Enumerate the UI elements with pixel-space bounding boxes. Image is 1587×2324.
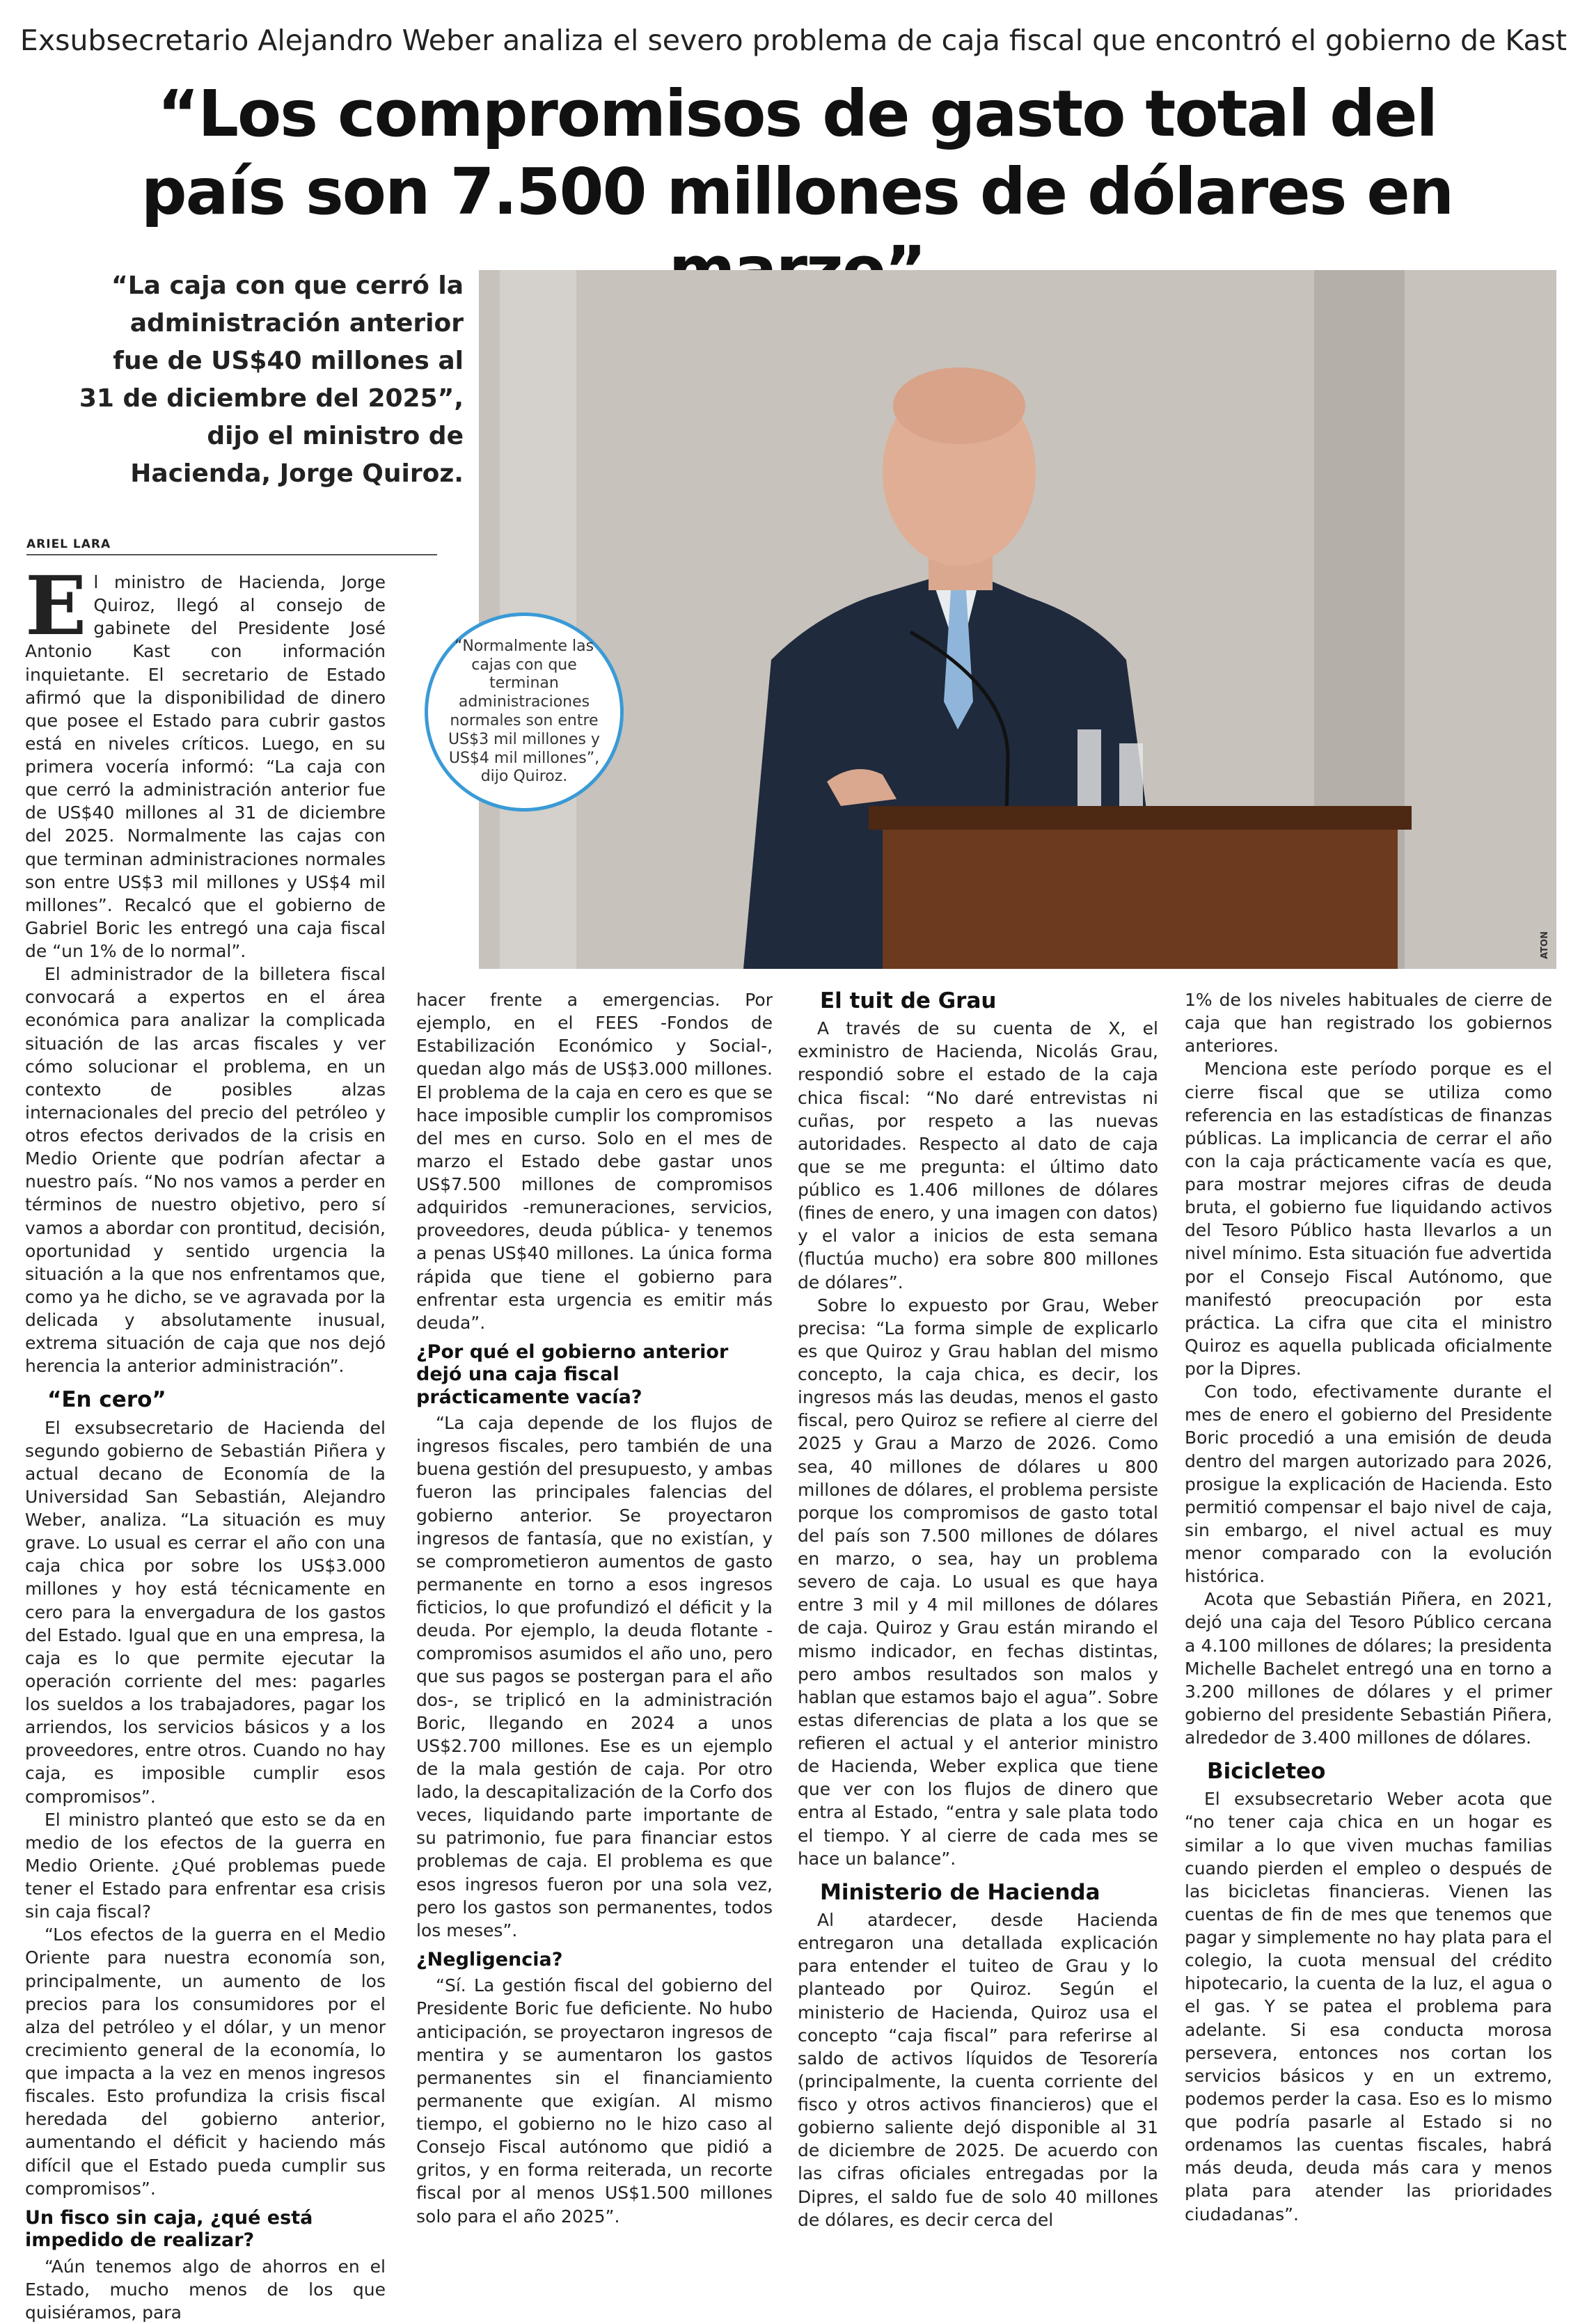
subheading-ministerio-hacienda: Ministerio de Hacienda — [820, 1879, 1100, 1905]
paragraph: hacer frente a emergencias. Por ejemplo, en el FEES -Fondos de Estabilización Económico y Social-, quedan algo más de US$3.000 millones. El problema de la caja en cero es que se hace imposible cumplir los compromisos del mes en curso. Solo en el mes de marzo el Estado debe gastar unos US$7.500 millones de compromisos adquiridos -remuneraciones, servicios, proveedores, deuda pública- y tenemos a penas US$40 millones. La única forma rápida que tiene el gobierno para enfrentar esta urgencia es emitir más deuda”. — [416, 990, 773, 1333]
paragraph: “La caja depende de los flujos de ingresos fiscales, pero también de una buena gestión del presupuesto, y ambas fueron las principales falencias del gobierno anterior. Se proyectaron ingresos de fantasía, que no existían, y se comprometieron aumentos de gasto permanente en torno a esos ingresos ficticios, lo que profundizó el déficit y la deuda. Por ejemplo, la deuda flotante -compromisos asumidos el año uno, pero que sus pagos se postergan para el año dos-, se triplicó en la administración Boric, llegando en 2024 a unos US$2.700 millones. Ese es un ejemplo de la mala gestión de caja. Por otro lado, la descapitalización de la Corfo dos veces, liquidando parte importante de su patrimonio, fue para financiar estos problemas de caja. El problema es que esos ingresos fueron por una sola vez, pero los gastos son permanentes, todos los meses”. — [416, 1413, 773, 1940]
subheading-bicicleteo: Bicicleteo — [1207, 1759, 1326, 1785]
subheading-en-cero: “En cero” — [47, 1387, 166, 1413]
paragraph: Al atardecer, desde Hacienda entregaron una detallada explicación para entender el tuiteo de Grau y lo planteado por Quiroz. Según el ministerio de Hacienda, Quiroz usa el concepto “caja fiscal” para referirse al saldo de activos líquidos de Tesorería (principalmente, la cuenta corriente del fisco y otros activos financieros) que el gobierno saliente dejó disponible al 31 de diciembre de 2025. De acuerdo con las cifras oficiales entregadas por la Dipres, el saldo fue de solo 40 millones de dólares, es decir cerca del — [798, 1910, 1158, 2230]
deck-quote: “La caja con que cerró la administración anterior fue de US$40 millones al 31 de diciembre del 2025”, dijo el ministro de Hacienda, Jorge Quiroz. — [79, 271, 464, 488]
pull-quote-callout — [425, 612, 624, 812]
paragraph: “Aún tenemos algo de ahorros en el Estado, mucho menos de los que quisiéramos, para — [25, 2256, 386, 2323]
photo-illustration — [479, 270, 1556, 969]
subheading-tuit-grau: El tuit de Grau — [820, 988, 997, 1013]
article-column-3 — [798, 988, 1158, 2231]
kicker: Exsubsecretario Alejandro Weber analiza el severo problema de caja fiscal que encontró el gobierno de Kast — [19, 24, 1568, 57]
paragraph: Acota que Sebastián Piñera, en 2021, dejó una caja del Tesoro Público cercana a 4.100 millones de dólares; la presidenta Michelle Bachelet entregó una en torno a 3.200 millones de dólares y el primer gobierno del presidente Sebastián Piñera, alrededor de 3.400 millones de dólares. — [1185, 1589, 1552, 1748]
paragraph: Con todo, efectivamente durante el mes de enero el gobierno del Presidente Boric procedió a una emisión de deuda dentro del margen autorizado para 2026, prosigue la explicación de Hacienda. Esto permitió compensar el bajo nivel de caja, sin embargo, el nivel actual es muy menor comparado con la evolución histórica. — [1185, 1382, 1552, 1587]
article-column-2 — [416, 988, 773, 2228]
article-column-4 — [1185, 988, 1552, 2226]
callout-text: “Normalmente las cajas con que terminan administraciones normales son entre US$3 mil millones y US$4 mil millones”, dijo Quiroz. — [448, 637, 600, 786]
drop-cap: E — [25, 559, 87, 654]
byline: ARIEL LARA — [26, 537, 437, 555]
interview-question: ¿Por qué el gobierno anterior dejó una caja fiscal prácticamente vacía? — [416, 1341, 729, 1408]
paragraph: El exsubsecretario Weber acota que “no tener caja chica en un hogar es similar a lo que viven muchas familias cuando pierden el empleo o después de las bicicletas financieras. Vienen las cuentas de fin de mes que tenemos que pagar y simplemente no hay plata para el colegio, la cuota mensual del crédito hipotecario, la cuenta de la luz, el agua o el gas. Y se patea el problema para adelante. Si esa conducta morosa persevera, entonces nos cortan los servicios básicos y en un extremo, podemos perder la casa. Eso es lo mismo que podría pasarle al Estado si no ordenamos las cuentas fiscales, habrá más deuda, deuda más cara y menos plata para atender las prioridades ciudadanas”. — [1185, 1789, 1552, 2224]
paragraph: Sobre lo expuesto por Grau, Weber precisa: “La forma simple de explicarlo es que Quiroz y Grau hablan del mismo concepto, la caja chica, es decir, los ingresos más las deudas, menos el gasto fiscal, pero Quiroz se refiere al cierre del 2025 y Grau a Marzo de 2026. Como sea, 40 millones de dólares u 800 millones de dólares, el problema persiste porque los compromisos de gasto total del país son 7.500 millones de dólares en marzo, o sea, hay un problema severo de caja. Lo usual es que haya entre 3 mil y 4 mil millones de dólares de caja. Quiroz y Grau están mirando el mismo indicador, en fechas distintas, pero ambos resultados son malos y hablan que estamos bajo el agua”. Sobre estas diferencias de plata a los que se refieren el actual y el anterior ministro de Hacienda, Weber explica que tiene que ver con los flujos de dinero que entra al Estado, “entra y sale plata todo el tiempo. Y al cierre de cada mes se hace un balance”. — [798, 1295, 1158, 1869]
headline: “Los compromisos de gasto total del país son 7.500 millones de dólares en — [141, 77, 1453, 230]
paragraph: El exsubsecretario de Hacienda del segundo gobierno de Sebastián Piñera y actual decano de Economía de la Universidad San Sebastián, Alejandro Weber, analiza. “La situación es muy grave. Lo usual es cerrar el año con una caja chica por sobre los US$3.000 millones y hoy está técnicamente en cero para la envergadura de los gastos del Estado. Igual que en una empresa, la caja es lo que permite ejecutar la operación corriente del mes: pagarles los sueldos a los trabajadores, pagar los arriendos, los servicios básicos y a los proveedores, entre otros. Cuando no hay caja, es imposible cumplir esos compromisos”. — [25, 1417, 386, 1807]
paragraph: “Sí. La gestión fiscal del gobierno del Presidente Boric fue deficiente. No hubo anticipación, se proyectaron ingresos de mentira y se aumentaron los gastos permanentes sin el financiamiento permanente que exigían. Al mismo tiempo, el gobierno no le hizo caso al Consejo Fiscal autónomo que pidió a gritos, y en forma reiterada, un recorte fiscal por al menos US$1.500 millones solo para el año 2025”. — [416, 1975, 773, 2227]
interview-question: Un fisco sin caja, ¿qué está impedido de realizar? — [25, 2206, 313, 2252]
paragraph: “Los efectos de la guerra en el Medio Oriente para nuestra economía son, principalmente, un aumento de los precios para los consumidores por el alza del petróleo y el dólar, y un menor crecimiento general de la economía, lo que impacta a la vez en menos ingresos fiscales. Esto profundiza la crisis fiscal heredada del gobierno anterior, aumentando el déficit y haciendo más difícil que el Estado pueda cumplir sus compromisos”. — [25, 1924, 386, 2199]
paragraph: Menciona este período porque es el cierre fiscal que se utiliza como referencia en las estadísticas de finanzas públicas. La implicancia de cerrar el año con la caja prácticamente vacía es que, para mostrar mejores cifras de deuda bruta, el gobierno fue liquidando activos del Tesoro Público hasta llevarlos a un nivel mínimo. Esta situación fue advertida por el Consejo Fiscal Autónomo, que manifestó preocupación por esta práctica. La cifra que cita el ministro Quiroz es aquella publicada oficialmente por la Dipres. — [1185, 1059, 1552, 1379]
photo-minister-podium — [479, 270, 1556, 969]
paragraph: 1% de los niveles habituales de cierre de caja que han registrado los gobiernos anteriores. — [1185, 990, 1552, 1057]
paragraph: El ministro de Hacienda, Jorge Quiroz, llegó al consejo de gabinete del Presidente José Antonio Kast con información inquietante. El secretario de Estado afirmó que la disponibilidad de dinero que posee el Estado para cubrir gastos está en niveles críticos. Luego, en su primera vocería informó: “La caja con que cerró la administración anterior fue de US$40 millones al 31 de diciembre del 2025. Normalmente las cajas con que terminan administraciones normales son entre US$3 mil millones y US$4 mil millones”. Recalcó que el gobierno de Gabriel Boric les entregó una caja fiscal de “un 1% de lo normal”. — [25, 559, 386, 961]
paragraph: El administrador de la billetera fiscal convocará a expertos en el área económica para analizar la complicada situación de las arcas fiscales y ver cómo solucionar el problema, en un contexto de posibles alzas internacionales del precio del petróleo y otros efectos derivados de la crisis en Medio Oriente que podrían afectar a nuestro país. “No nos vamos a perder en términos de nuestro objetivo, pero sí vamos a abordar con prontitud, decisión, oportunidad y sentido urgencia la situación a la que nos enfrentamos que, como ya he dicho, se ve agravada por la delicada y absolutamente inusual, extrema situación de caja que nos dejó herencia la anterior administración”. — [25, 964, 386, 1377]
article-column-1 — [25, 559, 386, 2324]
paragraph: A través de su cuenta de X, el exministro de Hacienda, Nicolás Grau, respondió sobre el estado de la caja chica fiscal: “No daré entrevistas ni cuñas, por respeto a las nuevas autoridades. Respecto al dato de caja que se me pregunta: el último dato público es 1.406 millones de dólares (fines de enero, y una imagen con datos) y el valor a inicios de esta semana (fluctúa mucho) era sobre 800 millones de dólares”. — [798, 1018, 1158, 1293]
interview-question: ¿Negligencia? — [416, 1948, 563, 1970]
photo-credit: ATON — [1540, 931, 1550, 959]
paragraph: El ministro planteó que esto se da en medio de los efectos de la guerra en Medio Oriente. ¿Qué problemas puede tener el Estado para enfrentar esa crisis sin caja fiscal? — [25, 1809, 386, 1922]
